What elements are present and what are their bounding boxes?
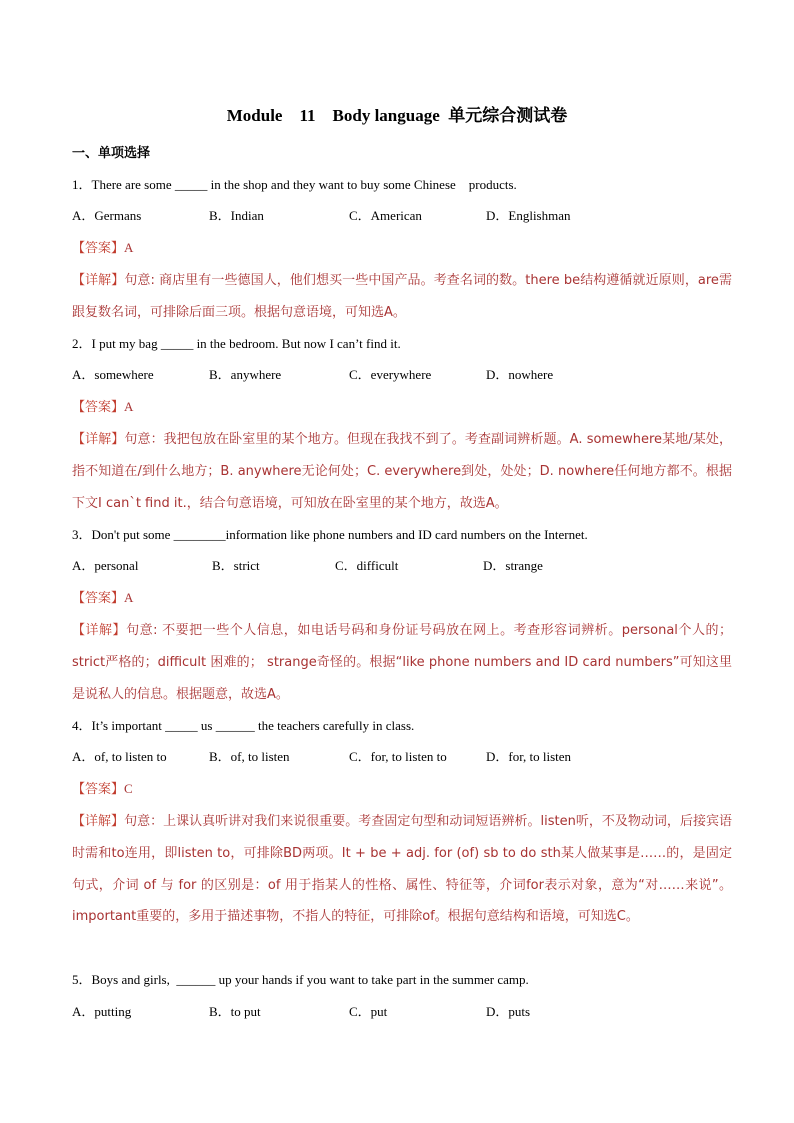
option-d: D．for, to listen	[486, 749, 572, 764]
detail-tag: 【详解】	[72, 623, 127, 638]
option-b: B．Indian	[209, 208, 264, 223]
answer-1	[72, 239, 133, 257]
answer-value: A	[124, 240, 134, 255]
explanation-text: 句意：我把包放在卧室里的某个地方。但现在我找不到了。考查副词辨析题。A. somewhere某地/某处，指不知道在/到什么地方；B. anywhere无论何处；C. everywhere到处，处处；D. nowhere任何地方都不。根据下文I can`t find it.，结合句意语境，可知放在卧室里的某个地方，故选A。	[72, 432, 732, 511]
answer-3	[72, 589, 133, 607]
option-a: A．somewhere	[72, 367, 154, 382]
option-a: A．putting	[72, 1004, 132, 1019]
explanation-text: 句意: 商店里有一些德国人，他们想买一些中国产品。考查名词的数。there be结构遵循就近原则，are需跟复数名词，可排除后面三项。根据句意语境，可知选A。	[72, 273, 732, 320]
answer-tag: 【答案】	[72, 590, 125, 605]
option-c: C．American	[349, 208, 422, 223]
answer-tag: 【答案】	[72, 240, 125, 255]
explanation-1	[72, 265, 732, 329]
option-b: B．anywhere	[209, 367, 282, 382]
option-d: D．strange	[483, 558, 543, 573]
option-d: D．nowhere	[486, 367, 554, 382]
answer-tag: 【答案】	[72, 781, 125, 796]
question-stem-5: 5．Boys and girls, ______ up your hands if you want to take part in the summer camp.	[72, 972, 529, 987]
option-a: A．personal	[72, 558, 139, 573]
explanation-text: 句意: 不要把一些个人信息，如电话号码和身份证号码放在网上。考查形容词辨析。personal个人的； strict严格的；difficult 困难的； strange奇怪的。根据“like phone numbers and ID card numbers”可知这里是说私人的信息。根据题意，故选A。	[72, 623, 732, 702]
option-c: C．difficult	[335, 558, 399, 573]
answer-value: A	[124, 399, 134, 414]
option-c: C．put	[349, 1004, 388, 1019]
answer-value: C	[124, 781, 133, 796]
option-b: B．strict	[212, 558, 260, 573]
option-b: B．to put	[209, 1004, 261, 1019]
option-c: C．everywhere	[349, 367, 432, 382]
explanation-3	[72, 615, 732, 710]
answer-4	[72, 780, 133, 798]
explanation-2	[72, 424, 732, 519]
option-d: D．puts	[486, 1004, 531, 1019]
page-title: Module 11 Body language 单元综合测试卷	[226, 106, 568, 125]
answer-tag: 【答案】	[72, 399, 125, 414]
option-d: D．Englishman	[486, 208, 571, 223]
option-b: B．of, to listen	[209, 749, 290, 764]
answer-value: A	[124, 590, 134, 605]
option-a: A．Germans	[72, 208, 142, 223]
section-heading: 一、单项选择	[72, 146, 151, 161]
option-a: A．of, to listen to	[72, 749, 167, 764]
option-c: C．for, to listen to	[349, 749, 447, 764]
question-stem-2: 2．I put my bag _____ in the bedroom. But now I can’t find it.	[72, 336, 401, 351]
answer-2	[72, 398, 133, 416]
detail-tag: 【详解】	[72, 273, 125, 288]
question-stem-4: 4．It’s important _____ us ______ the teachers carefully in class.	[72, 718, 415, 733]
detail-tag: 【详解】	[72, 814, 125, 829]
explanation-4	[72, 806, 732, 933]
detail-tag: 【详解】	[72, 432, 125, 447]
explanation-text: 句意：上课认真听讲对我们来说很重要。考查固定句型和动词短语辨析。listen听，不及物动词，后接宾语时需和to连用，即listen to，可排除BD两项。It + be + adj. for (of) sb to do sth某人做某事是……的，是固定句式，介词 of 与 for 的区别是：of 用于指某人的性格、属性、特征等，介词for表示对象，意为“对……来说”。important重要的，多用于描述事物，不指人的特征，可排除of。根据句意结构和语境，可知选C。	[72, 814, 732, 925]
question-stem-1: 1．There are some _____ in the shop and they want to buy some Chinese products.	[72, 177, 517, 192]
question-stem-3: 3．Don't put some ________information like phone numbers and ID card numbers on the Internet.	[72, 527, 588, 542]
